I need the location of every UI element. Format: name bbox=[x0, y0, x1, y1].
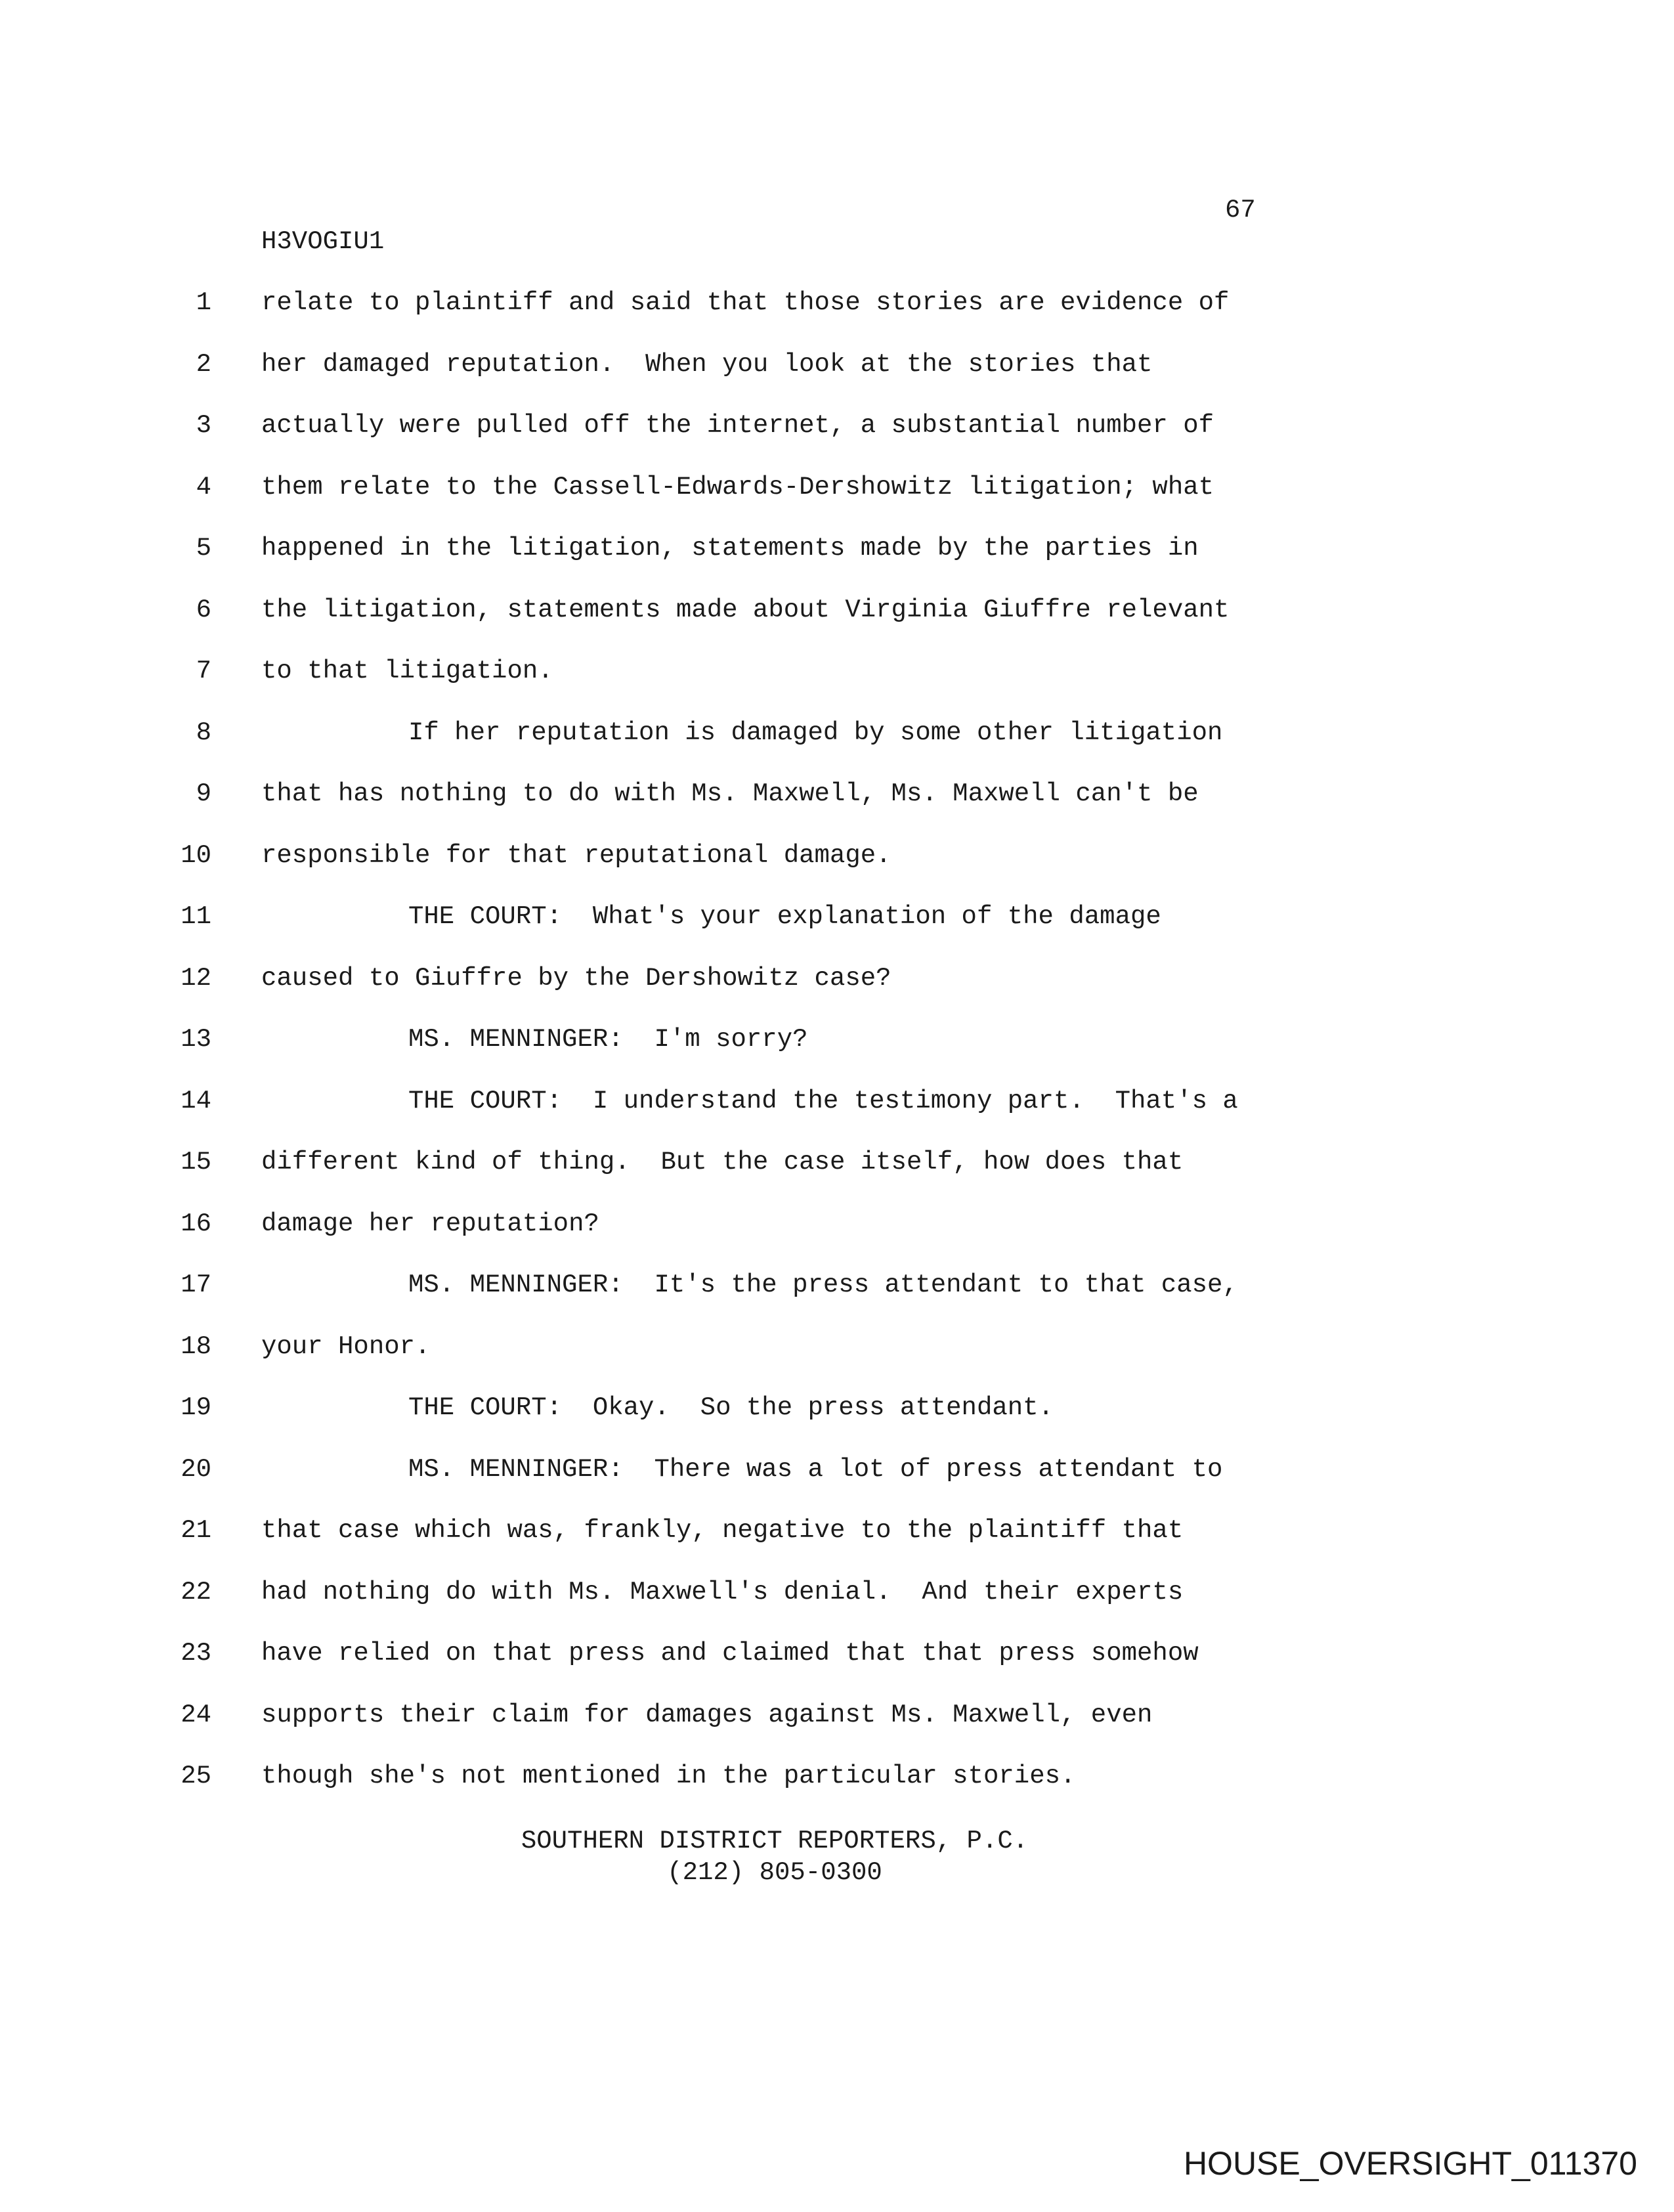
transcript-line bbox=[0, 1021, 1674, 1058]
line-number: 16 bbox=[181, 1209, 211, 1238]
transcript-line bbox=[0, 407, 1674, 444]
line-text: damage her reputation? bbox=[261, 1209, 599, 1238]
line-number: 7 bbox=[196, 657, 211, 685]
transcript-line bbox=[0, 284, 1674, 321]
reporter-phone: (212) 805-0300 bbox=[667, 1858, 882, 1887]
transcript-line bbox=[0, 1389, 1674, 1426]
transcript-line bbox=[0, 1635, 1674, 1672]
transcript-line bbox=[0, 1267, 1674, 1303]
transcript-line bbox=[0, 1451, 1674, 1488]
transcript-line bbox=[0, 1697, 1674, 1733]
transcript-line bbox=[0, 530, 1674, 567]
line-number: 5 bbox=[196, 534, 211, 563]
line-number: 18 bbox=[181, 1332, 211, 1361]
line-number: 6 bbox=[196, 596, 211, 624]
transcript-line bbox=[0, 1205, 1674, 1242]
line-number: 24 bbox=[181, 1701, 211, 1729]
page-number: 67 bbox=[1225, 196, 1256, 225]
line-text: supports their claim for damages against Ms. Maxwell, even bbox=[261, 1701, 1153, 1729]
transcript-line bbox=[0, 837, 1674, 874]
line-text: to that litigation. bbox=[261, 657, 553, 685]
line-text: happened in the litigation, statements made by the parties in bbox=[261, 534, 1199, 563]
line-text: actually were pulled off the internet, a substantial number of bbox=[261, 411, 1214, 440]
line-number: 1 bbox=[196, 288, 211, 317]
line-number: 21 bbox=[181, 1516, 211, 1545]
line-number: 22 bbox=[181, 1578, 211, 1607]
line-text: THE COURT: I understand the testimony part. That's a bbox=[408, 1087, 1238, 1116]
line-text: MS. MENNINGER: I'm sorry? bbox=[408, 1025, 808, 1054]
line-text: her damaged reputation. When you look at the stories that bbox=[261, 350, 1153, 379]
line-text: had nothing do with Ms. Maxwell's denial. And their experts bbox=[261, 1578, 1184, 1607]
line-text: MS. MENNINGER: It's the press attendant to that case, bbox=[408, 1270, 1238, 1299]
line-number: 14 bbox=[181, 1087, 211, 1116]
line-number: 8 bbox=[196, 718, 211, 747]
line-number: 12 bbox=[181, 964, 211, 993]
line-text: that has nothing to do with Ms. Maxwell, Ms. Maxwell can't be bbox=[261, 779, 1199, 808]
line-text: them relate to the Cassell-Edwards-Dershowitz litigation; what bbox=[261, 473, 1214, 502]
transcript-line bbox=[0, 1083, 1674, 1119]
line-number: 19 bbox=[181, 1393, 211, 1422]
transcript-line bbox=[0, 714, 1674, 751]
line-number: 10 bbox=[181, 841, 211, 870]
line-number: 2 bbox=[196, 350, 211, 379]
line-number: 13 bbox=[181, 1025, 211, 1054]
line-text: responsible for that reputational damage. bbox=[261, 841, 891, 870]
transcript-line bbox=[0, 653, 1674, 689]
transcript-line bbox=[0, 1574, 1674, 1611]
transcript-line bbox=[0, 898, 1674, 935]
line-number: 3 bbox=[196, 411, 211, 440]
transcript-line bbox=[0, 346, 1674, 383]
line-number: 23 bbox=[181, 1639, 211, 1668]
line-text: have relied on that press and claimed that that press somehow bbox=[261, 1639, 1199, 1668]
line-text: that case which was, frankly, negative to the plaintiff that bbox=[261, 1516, 1184, 1545]
transcript-line bbox=[0, 469, 1674, 506]
transcript-line bbox=[0, 1758, 1674, 1794]
line-text: caused to Giuffre by the Dershowitz case? bbox=[261, 964, 891, 993]
line-number: 20 bbox=[181, 1455, 211, 1484]
line-text: though she's not mentioned in the particular stories. bbox=[261, 1762, 1076, 1790]
line-number: 9 bbox=[196, 779, 211, 808]
line-number: 25 bbox=[181, 1762, 211, 1790]
transcript-line bbox=[0, 775, 1674, 812]
line-text: different kind of thing. But the case itself, how does that bbox=[261, 1148, 1184, 1177]
line-text: MS. MENNINGER: There was a lot of press attendant to bbox=[408, 1455, 1223, 1484]
line-text: the litigation, statements made about Virginia Giuffre relevant bbox=[261, 596, 1230, 624]
line-number: 4 bbox=[196, 473, 211, 502]
line-text: If her reputation is damaged by some other litigation bbox=[408, 718, 1223, 747]
reporter-name: SOUTHERN DISTRICT REPORTERS, P.C. bbox=[521, 1827, 1029, 1855]
transcript-line bbox=[0, 1144, 1674, 1181]
line-text: THE COURT: What's your explanation of the damage bbox=[408, 902, 1161, 931]
line-number: 15 bbox=[181, 1148, 211, 1177]
reporter-footer bbox=[0, 1825, 1549, 1888]
bates-number: HOUSE_OVERSIGHT_011370 bbox=[1183, 2145, 1637, 2182]
line-text: your Honor. bbox=[261, 1332, 431, 1361]
line-number: 11 bbox=[181, 902, 211, 931]
transcript-line bbox=[0, 1512, 1674, 1549]
transcript-line bbox=[0, 960, 1674, 997]
case-header: H3VOGIU1 bbox=[261, 227, 385, 256]
line-number: 17 bbox=[181, 1270, 211, 1299]
line-text: THE COURT: Okay. So the press attendant. bbox=[408, 1393, 1054, 1422]
line-text: relate to plaintiff and said that those stories are evidence of bbox=[261, 288, 1230, 317]
transcript-line bbox=[0, 592, 1674, 628]
transcript-line bbox=[0, 1328, 1674, 1365]
